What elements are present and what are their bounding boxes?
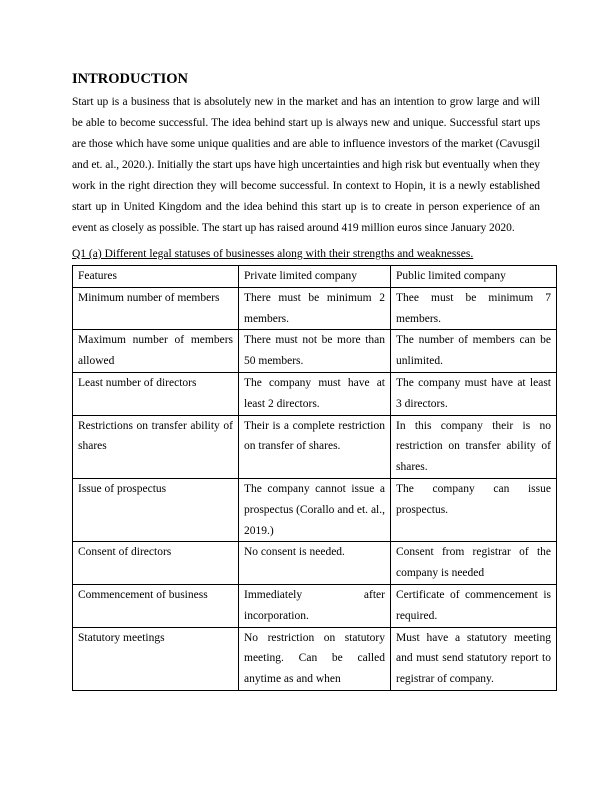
feature-cell: Issue of prospectus [73,478,239,541]
feature-cell: Least number of directors [73,372,239,415]
table-row [73,415,557,478]
table-row [73,287,557,330]
question-heading: Q1 (a) Different legal statuses of businesses along with their strengths and weaknesses. [72,248,474,260]
feature-cell: Minimum number of members [73,287,239,330]
table-row [73,542,557,585]
feature-cell: Commencement of business [73,584,239,627]
private-cell: The company must have at least 2 directors. [239,372,391,415]
table-header-row [73,266,557,288]
header-features: Features [73,266,239,288]
public-cell: In this company their is no restriction on transfer ability of shares. [391,415,557,478]
private-cell: No consent is needed. [239,542,391,585]
public-cell: The company must have at least 3 directors. [391,372,557,415]
private-cell: No restriction on statutory meeting. Can be called anytime as and when [239,627,391,690]
feature-cell: Restrictions on transfer ability of shares [73,415,239,478]
private-cell: There must be minimum 2 members. [239,287,391,330]
feature-cell: Consent of directors [73,542,239,585]
section-heading: INTRODUCTION [72,71,189,87]
public-cell: The company can issue prospectus. [391,478,557,541]
table-row [73,372,557,415]
intro-paragraph: Start up is a business that is absolutely new in the market and has an intention to grow large and will be able to become successful. The idea behind start up is always new and unique. Successful start ups are those which have some unique qualities and are able to influence investors of the market (Cavusgil and et. al., 2020.). Initially the start ups have high uncertainties and high risk but eventually when they work in the right direction they will become successful. In context to Hopin, it is a newly established start up in United Kingdom and the idea behind this start up is to create in person experience of an event as closely as possible. The start up has raised around 419 million euros since January 2020. [72,96,540,234]
private-cell: There must not be more than 50 members. [239,330,391,373]
public-cell: Thee must be minimum 7 members. [391,287,557,330]
table-row [73,627,557,690]
table-row [73,330,557,373]
table-row [73,584,557,627]
feature-cell: Statutory meetings [73,627,239,690]
document-page [72,70,551,691]
public-cell: The number of members can be unlimited. [391,330,557,373]
table-row [73,478,557,541]
header-public: Public limited company [391,266,557,288]
public-cell: Consent from registrar of the company is needed [391,542,557,585]
public-cell: Certificate of commencement is required. [391,584,557,627]
private-cell: Their is a complete restriction on transfer of shares. [239,415,391,478]
feature-cell: Maximum number of members allowed [73,330,239,373]
header-private: Private limited company [239,266,391,288]
private-cell: The company cannot issue a prospectus (Corallo and et. al., 2019.) [239,478,391,541]
private-cell: Immediately after incorporation. [239,584,391,627]
public-cell: Must have a statutory meeting and must send statutory report to registrar of company. [391,627,557,690]
legal-status-table [72,265,557,691]
